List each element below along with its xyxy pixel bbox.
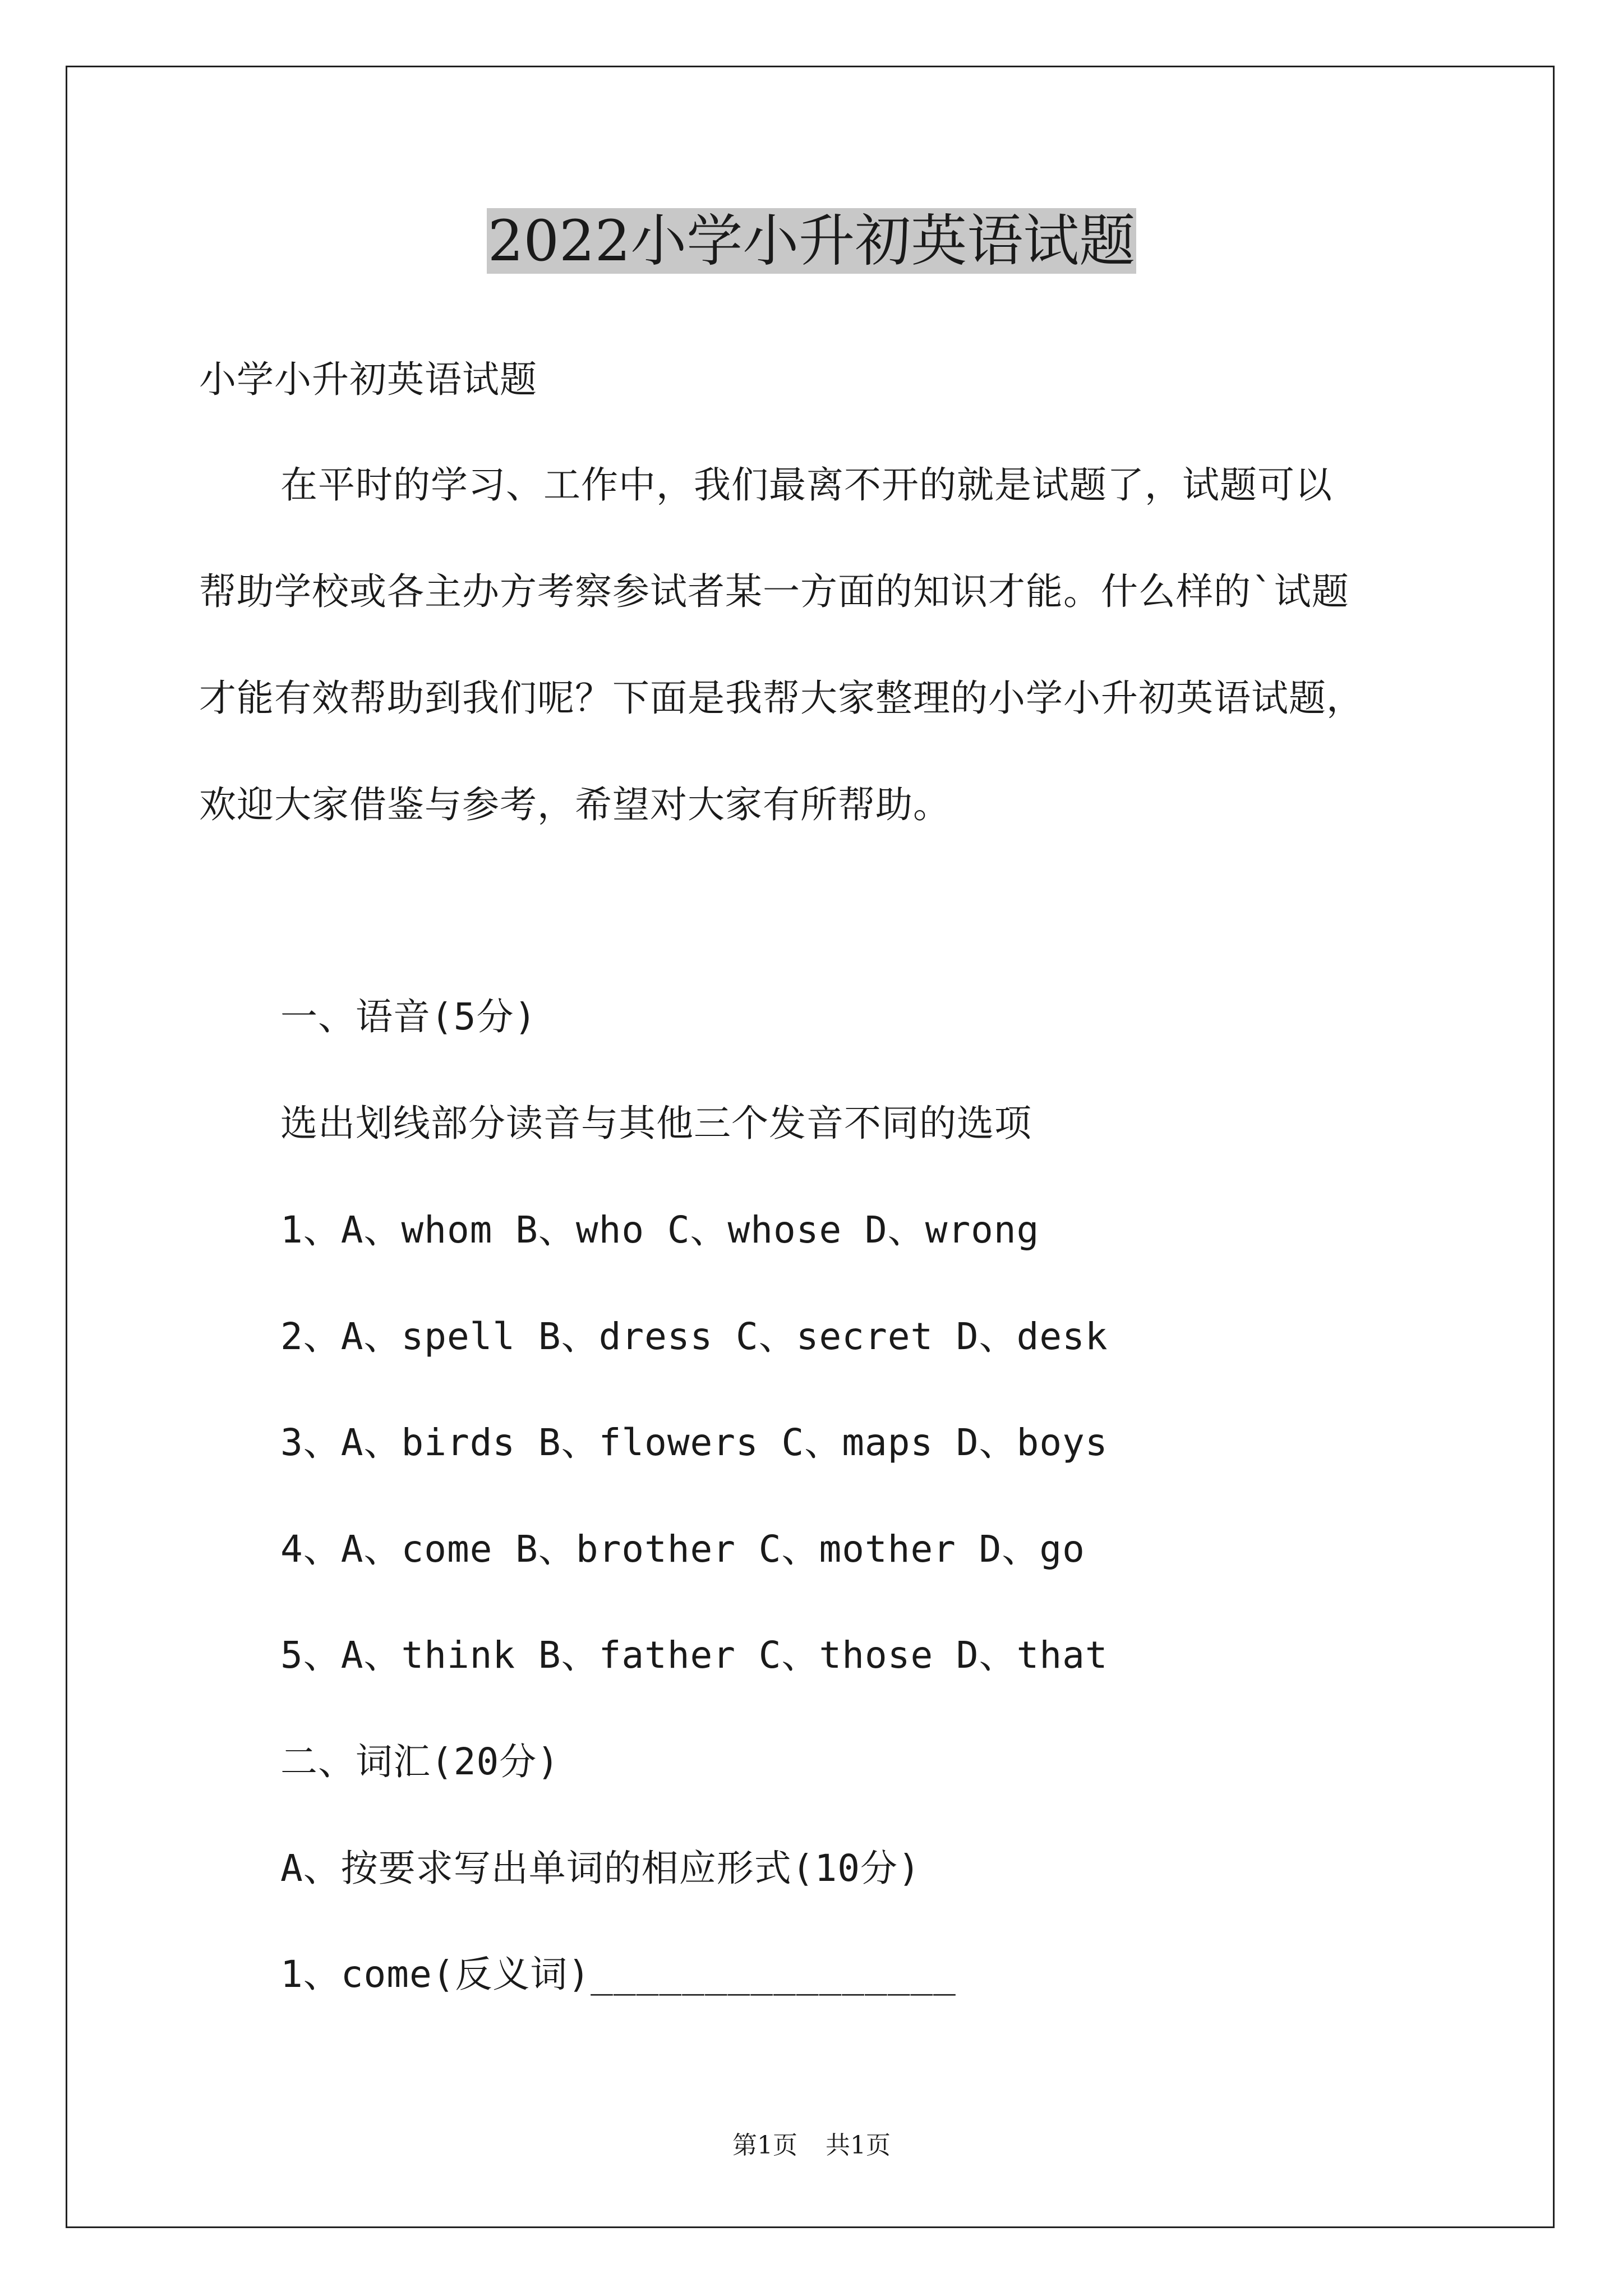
page-number: 第1页 [732, 2131, 797, 2160]
question-line-1: 1、A、whom B、who C、whose D、wrong [280, 1208, 1040, 1251]
title-text: 2022小学小升初英语试题 [487, 208, 1136, 274]
subsection-heading: A、按要求写出单词的相应形式(10分) [280, 1847, 921, 1890]
intro-line-3: 才能有效帮助到我们呢？下面是我帮大家整理的小学小升初英语试题， [199, 677, 1364, 720]
fill-in-line-1: 1、come(反义词)________________ [280, 1953, 956, 1996]
intro-line-4: 欢迎大家借鉴与参考，希望对大家有所帮助。 [199, 783, 951, 826]
intro-line-1: 在平时的学习、工作中，我们最离不开的就是试题了，试题可以 [280, 463, 1332, 507]
page-footer [0, 2125, 1623, 2161]
question-line-3: 3、A、birds B、flowers C、maps D、boys [280, 1421, 1108, 1464]
page-total: 共1页 [826, 2131, 891, 2160]
instruction-line: 选出划线部分读音与其他三个发音不同的选项 [280, 1102, 1032, 1145]
section-heading-vocabulary: 二、词汇(20分) [280, 1740, 560, 1783]
question-line-2: 2、A、spell B、dress C、secret D、desk [280, 1315, 1108, 1358]
document-title [0, 203, 1623, 279]
question-line-5: 5、A、think B、father C、those D、that [280, 1634, 1108, 1677]
question-line-4: 4、A、come B、brother C、mother D、go [280, 1527, 1085, 1571]
intro-line-2: 帮助学校或各主办方考察参试者某一方面的知识才能。什么样的`试题 [199, 570, 1349, 613]
section-heading-phonetics: 一、语音(5分) [280, 995, 537, 1038]
subtitle-line: 小学小升初英语试题 [199, 358, 537, 401]
